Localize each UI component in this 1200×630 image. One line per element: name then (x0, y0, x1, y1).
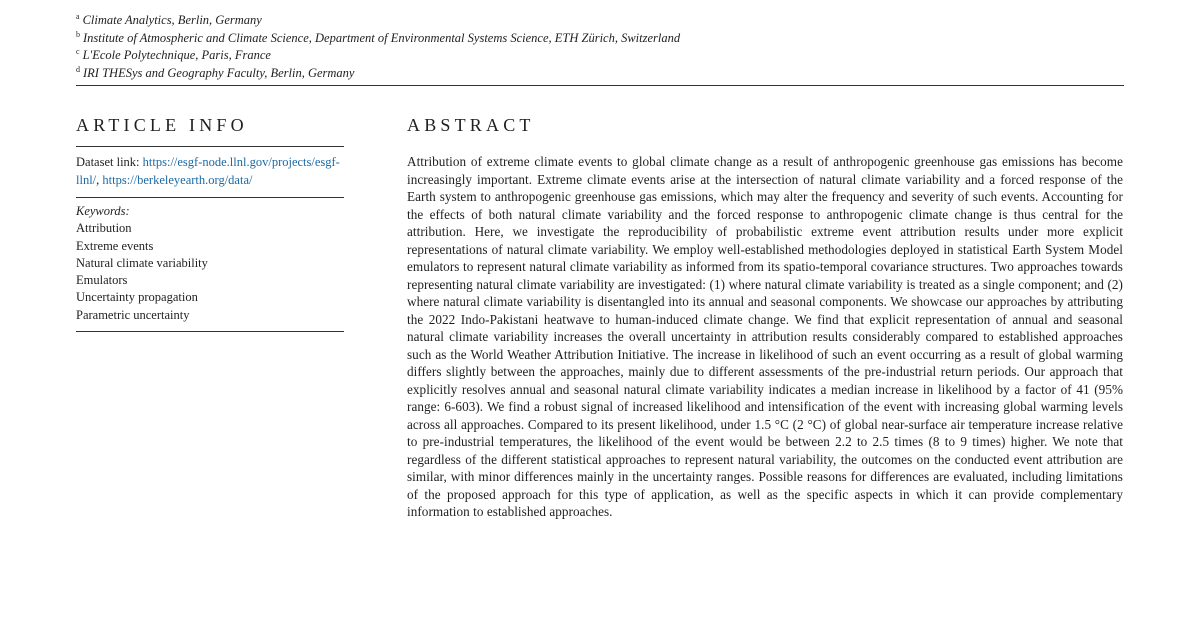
dataset-links (76, 153, 348, 189)
article-info-heading: ARTICLE INFO (76, 115, 248, 135)
affiliation-mark: d (76, 64, 80, 74)
affiliation-mark: b (76, 29, 80, 39)
header-divider (76, 85, 1124, 86)
affiliation-text: IRI THESys and Geography Faculty, Berlin, Germany (83, 65, 355, 80)
article-info-divider-top (76, 146, 344, 147)
keywords-list (76, 220, 344, 324)
affiliation-c (76, 43, 1136, 61)
abstract-heading: ABSTRACT (407, 115, 535, 135)
keyword-item: Parametric uncertainty (76, 307, 190, 322)
affiliation-b (76, 26, 1136, 44)
keywords-title: Keywords: (76, 204, 130, 218)
affiliations-block (76, 8, 1136, 78)
keywords-block (76, 203, 344, 324)
dataset-link-esgf[interactable]: https://esgf-node.llnl.gov/projects/esgf-llnl/ (76, 155, 340, 187)
article-info-divider-bottom (76, 331, 344, 332)
dataset-separator: , (96, 173, 100, 187)
affiliation-d (76, 61, 1136, 79)
affiliation-mark: a (76, 12, 80, 21)
article-info-divider-middle (76, 197, 344, 198)
affiliation-text: Climate Analytics, Berlin, Germany (82, 13, 262, 27)
affiliation-mark: c (76, 47, 80, 56)
keyword-item: Extreme events (76, 238, 154, 253)
keyword-item: Attribution (76, 221, 132, 236)
keyword-item: Uncertainty propagation (76, 290, 198, 305)
dataset-link-berkeley[interactable]: https://berkeleyearth.org/data/ (102, 173, 253, 187)
keyword-item: Emulators (76, 273, 128, 288)
keyword-item: Natural climate variability (76, 255, 208, 270)
abstract-text: Attribution of extreme climate events to global climate change as a result of anthropogenic greenhouse gas emissions has become increasingly important. Extreme climate events arise at the intersection of natural climate variability and a forced response of the Earth system to anthropogenic greenhouse gas emissions, which may alter the frequency and severity of such events. Accounting for the effects of both natural climate variability and the forced response to anthropogenic climate change is thus central for the attribution. Here, we investigate the reproducibility of probabilistic extreme event attribution results under more explicit representations of natural climate variability. We employ well-established methodologies deployed in statistical Earth System Model emulators to represent natural climate variability as informed from its spatio-temporal covariance structures. Two approaches towards representing natural climate variability are investigated: (1) where natural climate variability is treated as a single component; and (2) where natural climate variability is disentangled into its annual and seasonal components. We showcase our approaches by attributing the 2022 Indo-Pakistani heatwave to human-induced climate change. We find that explicit representation of annual and seasonal natural climate variability increases the overall uncertainty in attribution results considerably compared to established approaches such as the World Weather Attribution Initiative. The increase in likelihood of such an event occurring as a result of global warming differs slightly between the approaches, mainly due to different assessments of the pre-industrial return periods. Our approach that explicitly resolves annual and seasonal natural climate variability indicates a median increase in likelihood by a factor of 41 (95% range: 6-603). We find a robust signal of increased likelihood and intensification of the event with increasing global warming levels across all approaches. Compared to its present likelihood, under 1.5 °C (2 °C) of global near-surface air temperature increase relative to pre-industrial temperatures, the likelihood of the event would be between 2.2 to 2.5 times (8 to 9 times) higher. We note that regardless of the different statistical approaches to represent natural variability, the outcomes on the conducted event attribution are similar, with minor differences mainly in the uncertainty ranges. Possible reasons for differences are evaluated, including limitations of the proposed approach for this type of application, as well as the specific aspects in which it can provide complementary information to established approaches. (407, 154, 1123, 519)
dataset-label: Dataset link: (76, 155, 140, 169)
affiliation-a (76, 8, 1136, 26)
affiliation-text: Institute of Atmospheric and Climate Science, Department of Environmental Systems Science, ETH Zürich, Switzerland (83, 30, 681, 45)
affiliation-text: L'Ecole Polytechnique, Paris, France (82, 48, 271, 62)
